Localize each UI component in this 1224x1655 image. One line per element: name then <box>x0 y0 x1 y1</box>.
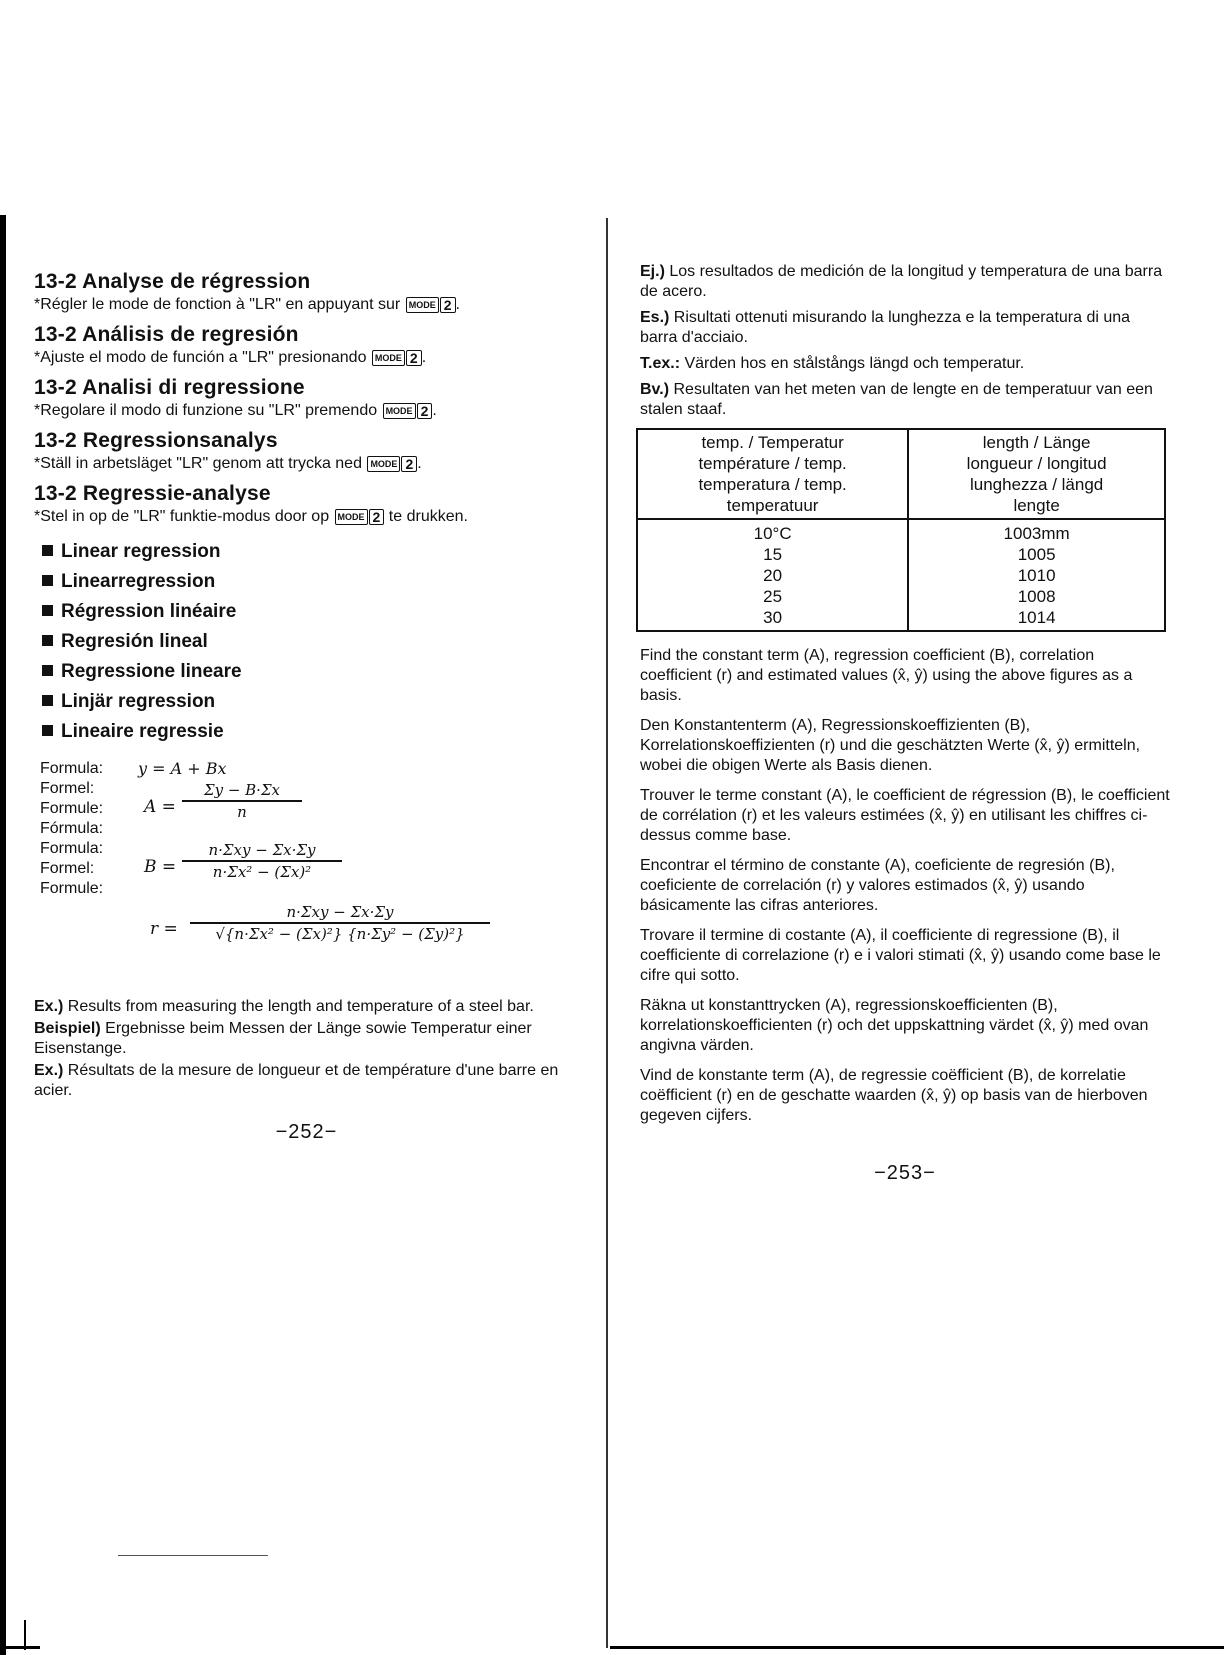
example-es: Ej.) Los resultados de medición de la longitud y temperatura de una barra de acero. <box>640 263 1163 300</box>
temperature-header: temp. / Temperatur température / temp. temperatura / temp. temperatuur <box>637 429 908 519</box>
key-2-icon: 2 <box>417 403 433 419</box>
formula-labels: Formula: Formel: Formule: Fórmula: Formula: Formel: Formule: <box>40 760 104 897</box>
mode-key-icon: MODE <box>406 297 439 313</box>
bottom-rule <box>610 1646 1224 1649</box>
task-de: Den Konstantenterm (A), Regressionskoeffizienten (B), Korrelationskoeffizienten (r) und die geschätzten Werte (x̂, ŷ) ermitteln, wobei die obigen Werte als Basis dienen. <box>640 717 1141 774</box>
section-instruction: *Regolare il modo di funzione su "LR" premendo MODE 2 . <box>34 402 437 419</box>
corner-rule <box>0 1646 40 1649</box>
section-nl <box>34 480 579 527</box>
formula-a-lhs: A = <box>144 797 176 817</box>
page-number: −252− <box>275 1121 338 1143</box>
page-fold <box>606 218 608 1648</box>
section-instruction: *Ställ in arbetsläget "LR" genom att trycka ned MODE 2 . <box>34 455 422 472</box>
list-item: Linjär regression <box>42 687 579 717</box>
key-2-icon: 2 <box>401 456 417 472</box>
temperature-values: 10°C 15 20 25 30 <box>637 519 908 631</box>
square-bullet-icon <box>42 545 53 556</box>
length-values: 1003mm 1005 1010 1008 1014 <box>908 519 1165 631</box>
formula-a-fraction: Σy − B·Σx n <box>182 781 302 821</box>
section-title: 13-2 Regressie-analyse <box>34 482 271 505</box>
list-item: Regresión lineal <box>42 627 579 657</box>
list-item: Regressione lineare <box>42 657 579 687</box>
section-title: 13-2 Analyse de régression <box>34 270 311 293</box>
section-fr <box>34 268 579 315</box>
example-de: Beispiel) Ergebnisse beim Messen der Länge sowie Temperatur einer Eisenstange. <box>34 1020 532 1057</box>
section-it <box>34 374 579 421</box>
formula-b-lhs: B = <box>144 857 177 877</box>
section-instruction: *Régler le mode de fonction à "LR" en appuyant sur MODE 2 . <box>34 296 460 313</box>
section-instruction: *Stel in op de "LR" funktie-modus door op MODE 2 te drukken. <box>34 508 468 525</box>
example-en: Ex.) Results from measuring the length and temperature of a steel bar. <box>34 998 534 1015</box>
square-bullet-icon <box>42 605 53 616</box>
task-nl: Vind de konstante term (A), de regressie coëfficient (B), de korrelatie coëfficient (r) en de geschatte waarden (x̂, ŷ) op basis van de hierboven gegeven cijfers. <box>640 1067 1148 1124</box>
section-title: 13-2 Regressionsanalys <box>34 429 278 452</box>
square-bullet-icon <box>42 725 53 736</box>
mode-key-icon: MODE <box>335 509 368 525</box>
key-2-icon: 2 <box>369 509 385 525</box>
left-page <box>34 268 579 1144</box>
footer-underline <box>118 1555 268 1556</box>
examples-left <box>34 997 579 1101</box>
task-en: Find the constant term (A), regression coefficient (B), correlation coefficient (r) and estimated values (x̂, ŷ) using the above figures as a basis. <box>640 647 1133 704</box>
regression-formula <box>34 759 579 955</box>
linear-regression-headings <box>42 537 579 747</box>
section-instruction: *Ajuste el modo de función a "LR" presionando MODE 2 . <box>34 349 427 366</box>
example-sv: T.ex.: Värden hos en stålstångs längd och temperatur. <box>640 355 1025 372</box>
formula-r-lhs: r = <box>150 919 178 939</box>
mode-key-icon: MODE <box>383 403 416 419</box>
task-fr: Trouver le terme constant (A), le coefficient de régression (B), le coefficient de corrélation (r) et les valeurs estimées (x̂, ŷ) en utilisant les chiffres ci-dessus comme base. <box>640 787 1170 844</box>
example-it: Es.) Risultati ottenuti misurando la lunghezza e la temperatura di una barra d'acciaio. <box>640 309 1131 346</box>
section-sv <box>34 427 579 474</box>
key-2-icon: 2 <box>406 350 422 366</box>
formula-r-fraction: n·Σxy − Σx·Σy √{n·Σx² − (Σx)²} {n·Σy² − (Σy)²} <box>190 903 490 943</box>
page-number: −253− <box>874 1162 936 1184</box>
table-row <box>637 519 1165 631</box>
list-item: Linear regression <box>42 537 579 567</box>
square-bullet-icon <box>42 695 53 706</box>
example-fr: Ex.) Résultats de la mesure de longueur et de température d'une barre en acier. <box>34 1062 559 1099</box>
square-bullet-icon <box>42 665 53 676</box>
mode-key-icon: MODE <box>372 350 405 366</box>
square-bullet-icon <box>42 635 53 646</box>
task-sv: Räkna ut konstanttrycken (A), regressionskoefficienten (B), korrelationskoefficienten (r) och det uppskattning värdet (x̂, ŷ) med ovan angivna värden. <box>640 997 1149 1054</box>
square-bullet-icon <box>42 575 53 586</box>
example-nl: Bv.) Resultaten van het meten van de lengte en de temperatuur van een stalen staaf. <box>640 381 1153 418</box>
list-item: Lineaire regressie <box>42 717 579 747</box>
section-title: 13-2 Analisi di regressione <box>34 376 305 399</box>
task-it: Trovare il termine di costante (A), il coefficiente di regressione (B), il coefficiente di correlazione (r) e i valori stimati (x̂, ŷ) usando come base le cifre qui sotto. <box>640 927 1161 984</box>
mode-key-icon: MODE <box>367 456 400 472</box>
list-item: Linearregression <box>42 567 579 597</box>
key-2-icon: 2 <box>440 297 456 313</box>
formula-b-fraction: n·Σxy − Σx·Σy n·Σx² − (Σx)² <box>182 841 342 881</box>
table-header-row <box>637 429 1165 519</box>
right-page <box>640 262 1170 1185</box>
task-es: Encontrar el término de constante (A), coeficiente de regresión (B), coeficiente de correlación (r) y valores estimados (x̂, ŷ) usando básicamente las cifras anteriores. <box>640 857 1115 914</box>
data-table <box>636 428 1166 632</box>
section-title: 13-2 Análisis de regresión <box>34 323 299 346</box>
binding-edge <box>0 215 6 1655</box>
list-item: Régression linéaire <box>42 597 579 627</box>
formula-main: y = A + Bx <box>138 759 227 778</box>
length-header: length / Länge longueur / longitud lunghezza / längd lengte <box>908 429 1165 519</box>
section-es <box>34 321 579 368</box>
